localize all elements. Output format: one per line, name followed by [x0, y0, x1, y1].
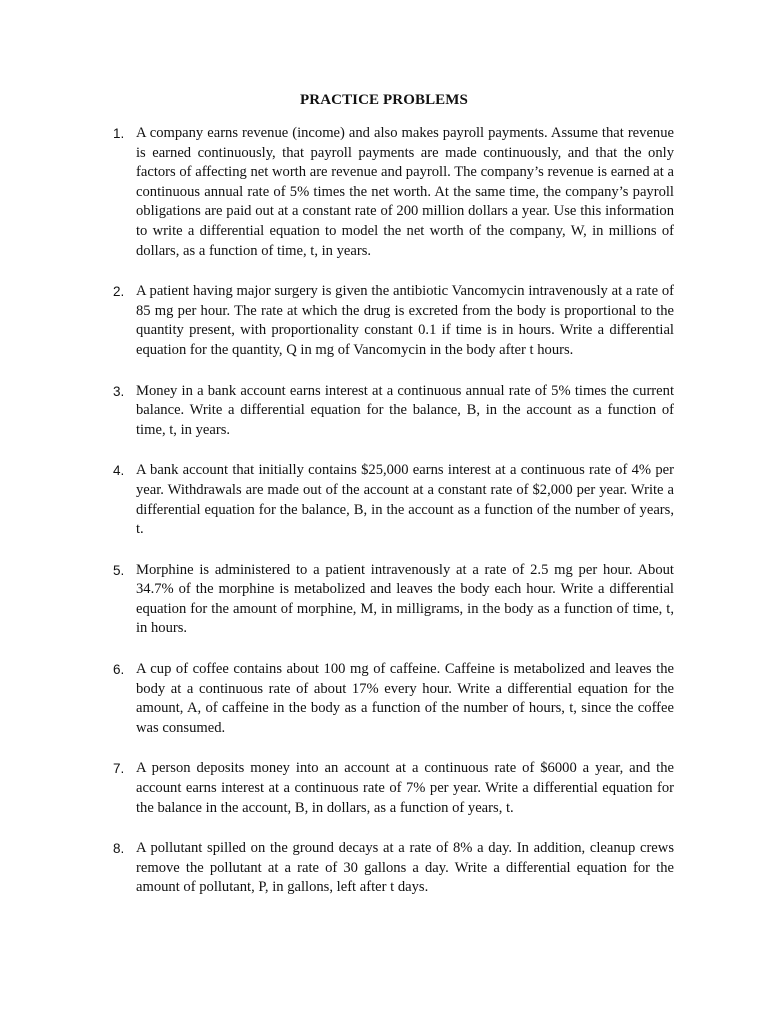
problem-number: 1. [113, 126, 125, 141]
problem-item-5 [98, 561, 674, 639]
problem-number: 6. [113, 662, 125, 678]
problem-number: 8. [113, 841, 125, 857]
problem-list [98, 124, 674, 919]
problem-item-8 [98, 839, 674, 898]
problem-number: 2. [113, 284, 125, 300]
problem-item-6 [98, 660, 674, 738]
problem-text: Morphine is administered to a patient intravenously at a rate of 2.5 mg per hour. About 34.7% of the morphine is metabolized and leaves the body each hour. Write a differential equation for the amount of morphine, M, in milligrams, in the body as a function of time, t, in hours. [136, 561, 674, 637]
problem-text: A bank account that initially contains $25,000 earns interest at a continuous rate of 4% per year. Withdrawals are made out of the account at a constant rate of $2,000 per year. Write a differential equation for the balance, B, in the account as a function of the number of years, t. [136, 462, 674, 538]
problem-item-4 [98, 461, 674, 539]
problem-item-3 [98, 382, 674, 441]
problem-item-1 [98, 124, 674, 261]
problem-text: A person deposits money into an account at a continuous rate of $6000 a year, and the account earns interest at a continuous rate of 7% per year. Write a differential equation for the balance in the account, B, in dollars, as a function of years, t. [136, 760, 674, 816]
problem-item-7 [98, 759, 674, 818]
problem-item-2 [98, 282, 674, 360]
problem-number: 7. [113, 761, 125, 777]
problem-text: Money in a bank account earns interest at a continuous annual rate of 5% times the current balance. Write a differential equation for the balance, B, in the account as a function of time, t, in years. [136, 382, 674, 438]
problem-number: 4. [113, 463, 125, 479]
problem-text: A pollutant spilled on the ground decays at a rate of 8% a day. In addition, cleanup crews remove the pollutant at a rate of 30 gallons a day. Write a differential equation for the amount of pollutant, P, in gallons, left after t days. [136, 840, 674, 896]
problem-text: A patient having major surgery is given the antibiotic Vancomycin intravenously at a rate of 85 mg per hour. The rate at which the drug is excreted from the body is proportional to the quantity present, with proportionality constant 0.1 if time is in hours. Write a differential equation for the quantity, Q in mg of Vancomycin in the body after t hours. [136, 283, 674, 358]
page-title: PRACTICE PROBLEMS [300, 92, 468, 108]
problem-text: A company earns revenue (income) and also makes payroll payments. Assume that revenue is earned continuously, that payroll payments are made continuously, and that the only factors of affecting net worth are revenue and payroll. The company’s revenue is earned at a continuous annual rate of 5% times the net worth. At the same time, the company’s payroll obligations are paid out at a constant rate of 200 million dollars a year. Use this information to write a differential equation to model the net worth of the company, W, in millions of dollars, as a function of time, t, in years. [136, 125, 674, 259]
problem-text: A cup of coffee contains about 100 mg of caffeine. Caffeine is metabolized and leaves the body at a continuous rate of about 17% every hour. Write a differential equation for the amount, A, of caffeine in the body as a function of the number of hours, t, since the coffee was consumed. [136, 661, 674, 736]
problem-number: 3. [113, 383, 125, 399]
problem-number: 5. [113, 562, 125, 578]
